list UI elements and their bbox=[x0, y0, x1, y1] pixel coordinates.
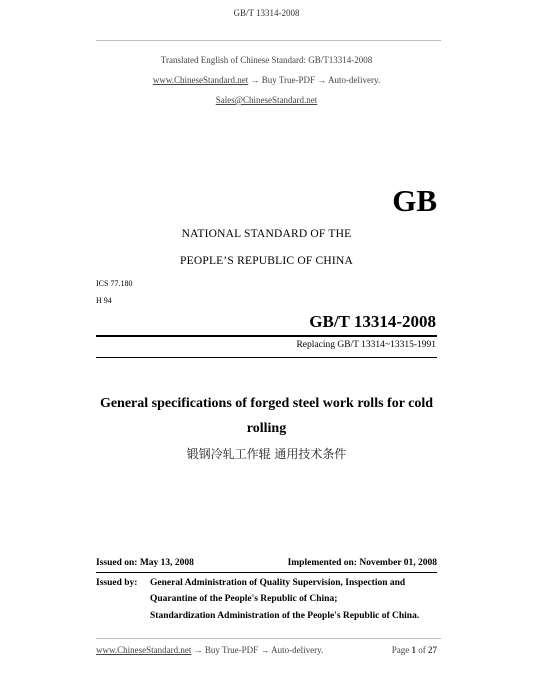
title-en-line1: General specifications of forged steel work rolls for cold bbox=[99, 396, 434, 411]
gb-mark: GB bbox=[392, 183, 437, 218]
page-indicator bbox=[392, 645, 437, 655]
banner-line2 bbox=[0, 75, 533, 85]
issuer-line3: Standardization Administration of the People's Republic of China. bbox=[150, 611, 420, 621]
issuer-line1: General Administration of Quality Supervision, Inspection and bbox=[150, 578, 406, 588]
footer-rule bbox=[96, 638, 441, 639]
banner-email-link[interactable]: Sales@ChineseStandard.net bbox=[215, 95, 318, 105]
banner-line1: Translated English of Chinese Standard: GB/T13314-2008 bbox=[160, 55, 373, 65]
replacing-note: Replacing GB/T 13314~13315-1991 bbox=[296, 340, 436, 350]
title-cn: 锻钢冷轧工作辊 通用技术条件 bbox=[186, 447, 347, 461]
page-label: Page bbox=[391, 645, 410, 655]
dates-rule bbox=[96, 572, 437, 573]
issued-by-label: Issued by: bbox=[96, 578, 138, 588]
ics-code: ICS 77.180 bbox=[96, 279, 133, 288]
footer-left bbox=[96, 645, 323, 655]
standard-code: GB/T 13314-2008 bbox=[309, 312, 436, 331]
footer-buy-text: → Buy True-PDF → Auto-delivery. bbox=[191, 645, 324, 655]
national-standard-line1: NATIONAL STANDARD OF THE bbox=[181, 228, 352, 240]
header-rule bbox=[96, 40, 441, 41]
implemented-date: Implemented on: November 01, 2008 bbox=[287, 558, 437, 568]
page-total: 27 bbox=[428, 645, 437, 655]
running-header: GB/T 13314-2008 bbox=[233, 8, 300, 18]
banner-buy-text: → Buy True-PDF → Auto-delivery. bbox=[248, 75, 381, 85]
national-standard-line2: PEOPLE’S REPUBLIC OF CHINA bbox=[180, 255, 353, 267]
banner-email-row bbox=[0, 95, 533, 105]
title-en-line2: rolling bbox=[246, 421, 287, 436]
replacing-rule bbox=[96, 357, 437, 358]
h-code: H 94 bbox=[96, 296, 112, 305]
banner-site-link[interactable]: www.ChineseStandard.net bbox=[152, 75, 249, 85]
footer-site-link[interactable]: www.ChineseStandard.net bbox=[96, 645, 192, 655]
of-label: of bbox=[418, 645, 426, 655]
issued-date: Issued on: May 13, 2008 bbox=[96, 558, 194, 568]
issuer-line2: Quarantine of the People's Republic of China; bbox=[150, 594, 338, 604]
code-rule bbox=[96, 335, 437, 337]
page-number: 1 bbox=[411, 645, 416, 655]
